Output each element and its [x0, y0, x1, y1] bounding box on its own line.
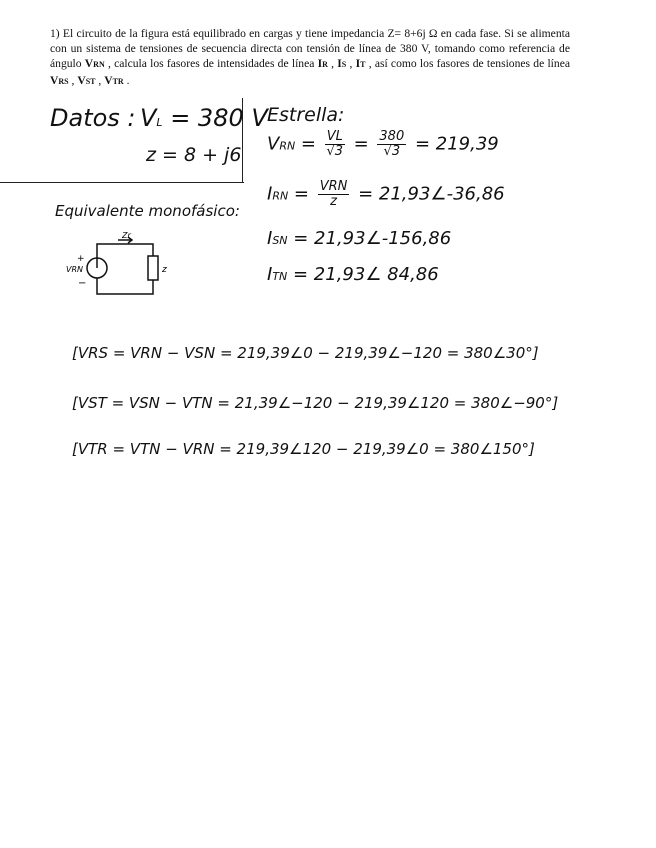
problem-text-3: , así como los fasores de tensiones de línea — [365, 57, 570, 71]
isn-equation: ISN = 21,93∠-156,86 — [267, 228, 452, 249]
circuit-vrn-label: VRN — [66, 265, 84, 274]
equivalent-heading: Equivalente monofásico: — [55, 202, 240, 220]
problem-statement: 1) El circuito de la figura está equilibrado en cargas y tiene impedancia Z= 8+6j Ω en cada fase. Si se alimenta con un sistema de tensiones de secuencia directa con tensión de línea de 380 V, tomando como referencia de ángulo VRN , calcula los fasores de intensidades de línea IR , IS , IT , así como los fasores de tensiones de línea VRS , VST , VTR . — [50, 27, 570, 87]
vrs-equation: [VRS = VRN − VSN = 219,39∠0 − 219,39∠−120 = 380∠30°] — [72, 344, 539, 362]
single-phase-circuit — [60, 228, 180, 300]
datos-label: Datos : — [50, 104, 136, 132]
datos-box-bottom-border — [0, 182, 244, 183]
datos-vl: VL = 380 V — [140, 104, 268, 132]
load-impedance — [148, 256, 158, 280]
itn-equation: ITN = 21,93∠ 84,86 — [267, 264, 439, 285]
vtr-equation: [VTR = VTN − VRN = 219,39∠120 − 219,39∠0 = 380∠150°] — [72, 440, 535, 458]
vrn-symbol: VRN — [84, 57, 105, 71]
irn-equation: IRN = $\frac{\text{VRN}}{z}$ = 21,93∠-36,86 — [267, 179, 505, 209]
it-symbol: IT — [355, 57, 366, 71]
circuit-plus: + — [77, 254, 85, 264]
circuit-wire-bottom — [97, 278, 153, 294]
vrn-equation: VRN = $\frac{VL}{√3}$ = $\frac{380}{√3}$ = 219,39 — [267, 129, 499, 159]
vtr-symbol: VTR — [104, 73, 124, 87]
problem-text-1: 1) El circuito de la figura está equilibrado en cargas y tiene impedancia Z= 8+6j Ω en cada fase. Si se alimenta con un sistema de tensiones de secuencia directa con tensión de línea de 380 V, tomando como referencia de ángulo — [50, 27, 570, 71]
vst-symbol: VST — [77, 73, 96, 87]
is-symbol: IS — [337, 57, 347, 71]
vrs-symbol: VRS — [50, 73, 69, 87]
circuit-z-label: z — [162, 265, 167, 275]
datos-impedance: z = 8 + j6 — [146, 144, 242, 166]
problem-text-2: , calcula los fasores de intensidades de línea — [104, 57, 318, 71]
circuit-zr-label: Zr — [122, 231, 131, 240]
ir-symbol: IR — [317, 57, 328, 71]
vst-equation: [VST = VSN − VTN = 21,39∠−120 − 219,39∠120 = 380∠−90°] — [72, 394, 559, 412]
circuit-wire-top — [97, 244, 153, 268]
estrella-heading: Estrella: — [267, 104, 345, 126]
circuit-minus: − — [78, 278, 87, 289]
